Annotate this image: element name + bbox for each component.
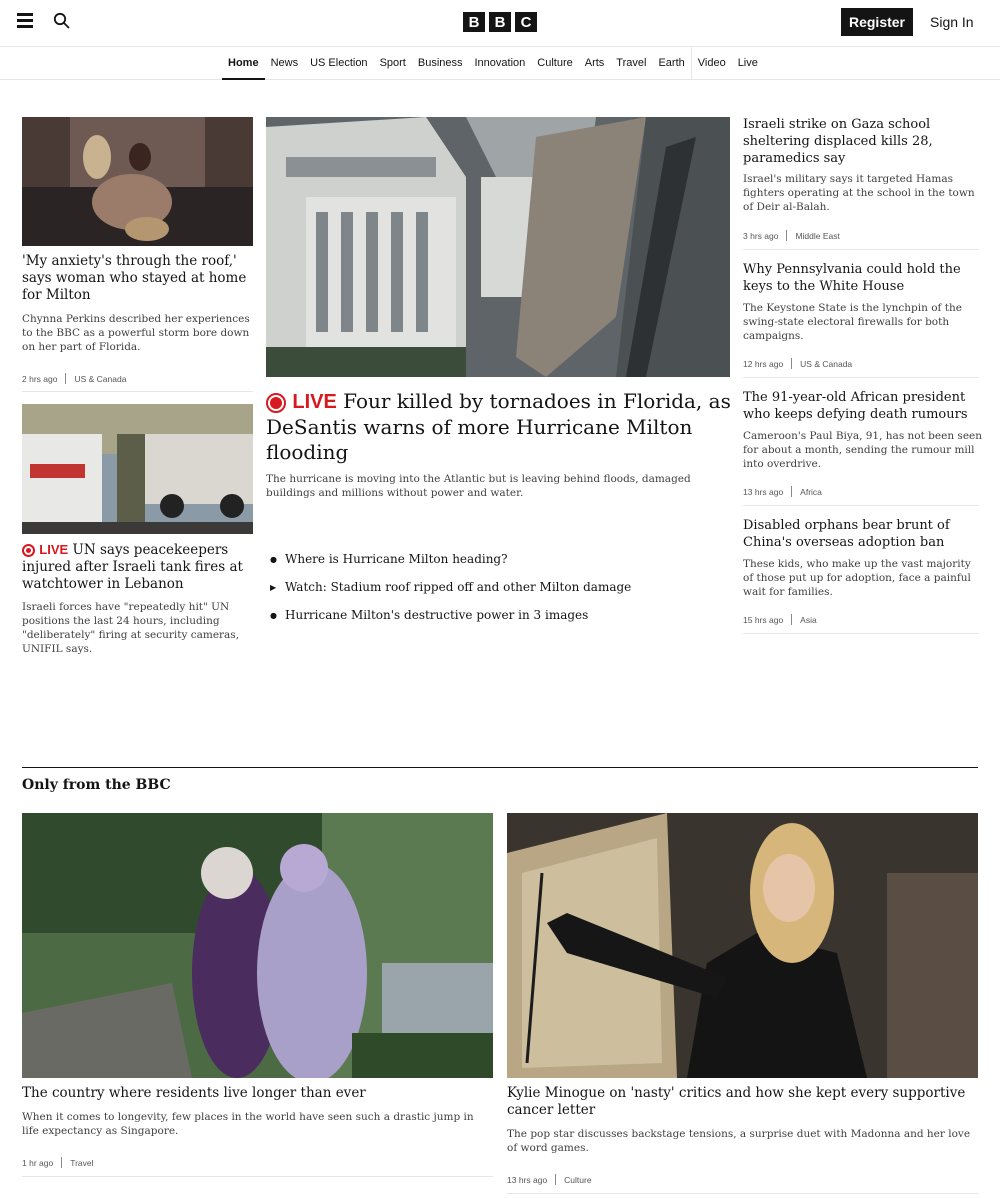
logo-letter: C (515, 12, 537, 32)
divider (22, 391, 253, 392)
divider (743, 633, 978, 634)
meta-divider (555, 1174, 556, 1185)
main-story-headline-text: Four killed by tornadoes in Florida, as DeSantis warns of more Hurricane Milton flooding (266, 389, 731, 464)
menu-icon[interactable] (17, 13, 33, 29)
live-badge: LIVE (292, 391, 337, 413)
meta-divider (61, 1157, 62, 1168)
story-meta (22, 373, 126, 384)
related-link[interactable] (270, 545, 730, 573)
story-meta (743, 486, 822, 497)
related-links (270, 545, 730, 629)
nav-bar (0, 46, 1000, 80)
section-title: Only from the BBC (22, 777, 171, 793)
live-dot-icon (266, 393, 286, 413)
live-dot-icon (22, 544, 35, 557)
divider (743, 249, 978, 250)
related-link[interactable] (270, 573, 730, 601)
related-link[interactable] (270, 601, 730, 629)
nav-item-arts[interactable]: Arts (584, 57, 605, 69)
search-icon[interactable] (53, 12, 71, 30)
story-headline[interactable]: Israeli strike on Gaza school sheltering displaced kills 28, paramedics say (743, 117, 933, 166)
meta-divider (786, 230, 787, 241)
story-headline[interactable]: The country where residents live longer than ever (22, 1085, 366, 1101)
story-time: 2 hrs ago (22, 373, 58, 384)
logo-letter: B (463, 12, 485, 32)
main-story-summary: The hurricane is moving into the Atlantic but is leaving behind floods, damaged buildings and millions without power and water. (266, 473, 691, 499)
story-headline-text: UN says peacekeepers injured after Israeli tank fires at watchtower in Lebanon (22, 542, 243, 592)
nav-item-culture[interactable]: Culture (537, 57, 573, 69)
register-button[interactable]: Register (841, 8, 913, 36)
story-image-un-peacekeepers[interactable] (22, 404, 253, 534)
story-headline[interactable]: 'My anxiety's through the roof,' says woman who stayed at home for Milton (22, 253, 247, 303)
logo-letter: B (489, 12, 511, 32)
play-icon: ▶ (270, 582, 277, 592)
story-section[interactable]: US & Canada (74, 373, 127, 384)
story-headline[interactable] (22, 541, 257, 593)
story-time: 3 hrs ago (743, 230, 779, 241)
story-headline[interactable]: Why Pennsylvania could hold the keys to the White House (743, 262, 961, 294)
story-summary: These kids, who make up the vast majority of those put up for adoption, face a painful wait for families. (743, 558, 971, 598)
story-time: 13 hrs ago (743, 486, 784, 497)
divider (743, 505, 978, 506)
divider (507, 1193, 978, 1194)
story-summary: The pop star discusses backstage tensions, a surprise duet with Madonna and her love of word games. (507, 1128, 971, 1154)
nav-item-travel[interactable]: Travel (616, 57, 647, 69)
story-summary: The Keystone State is the lynchpin of the swing-state electoral firewalls for both campaigns. (743, 302, 962, 342)
nav-item-earth[interactable]: Earth (658, 57, 685, 69)
story-headline[interactable]: Kylie Minogue on 'nasty' critics and how she kept every supportive cancer letter (507, 1085, 966, 1118)
story-section[interactable]: Asia (800, 614, 817, 625)
nav-item-live[interactable]: Live (737, 57, 758, 69)
section-divider (22, 767, 978, 768)
bullet-icon: ● (270, 610, 277, 620)
story-meta (743, 358, 852, 369)
meta-divider (791, 358, 792, 369)
story-image-singapore[interactable] (22, 813, 493, 1078)
related-link-text: Watch: Stadium roof ripped off and other Milton damage (285, 580, 632, 594)
related-link-text: Hurricane Milton's destructive power in 3 images (285, 608, 589, 622)
main-nav (222, 47, 764, 79)
story-meta (22, 1157, 94, 1168)
story-time: 13 hrs ago (507, 1174, 548, 1185)
story-summary: Chynna Perkins described her experiences to the BBC as a powerful storm bore down on her part of Florida. (22, 313, 250, 353)
story-section[interactable]: US & Canada (800, 358, 853, 369)
story-headline[interactable]: The 91-year-old African president who keeps defying death rumours (743, 390, 968, 422)
story-time: 12 hrs ago (743, 358, 784, 369)
bullet-icon: ● (270, 554, 277, 564)
story-time: 1 hr ago (22, 1157, 54, 1168)
nav-item-sport[interactable]: Sport (379, 57, 406, 69)
main-story-image[interactable] (266, 117, 730, 377)
divider (743, 377, 978, 378)
meta-divider (65, 373, 66, 384)
nav-item-home[interactable]: Home (222, 47, 265, 79)
story-meta (743, 614, 817, 625)
story-summary: Israeli forces have "repeatedly hit" UN positions the last 24 hours, including "deliberately" firing at security cameras, UNIFIL says. (22, 601, 240, 655)
bbc-logo[interactable] (463, 12, 537, 32)
story-section[interactable]: Middle East (795, 230, 840, 241)
divider (22, 1176, 493, 1177)
nav-item-news[interactable]: News (270, 57, 299, 69)
meta-divider (791, 486, 792, 497)
main-story-headline[interactable] (266, 389, 736, 465)
story-section[interactable]: Culture (564, 1174, 592, 1185)
story-headline[interactable]: Disabled orphans bear brunt of China's overseas adoption ban (743, 518, 950, 550)
story-section[interactable]: Travel (70, 1157, 94, 1168)
nav-item-us-election[interactable]: US Election (310, 57, 368, 69)
live-badge: LIVE (39, 542, 69, 557)
story-meta (743, 230, 840, 241)
nav-item-innovation[interactable]: Innovation (474, 57, 526, 69)
story-meta (507, 1174, 592, 1185)
nav-item-business[interactable]: Business (417, 57, 463, 69)
related-link-text: Where is Hurricane Milton heading? (285, 552, 508, 566)
story-time: 15 hrs ago (743, 614, 784, 625)
story-image-kylie-minogue[interactable] (507, 813, 978, 1078)
sign-in-link[interactable]: Sign In (930, 14, 974, 30)
story-image-milton-woman[interactable] (22, 117, 253, 246)
top-bar (0, 0, 1000, 46)
nav-item-video[interactable]: Video (697, 57, 726, 69)
story-summary: Cameroon's Paul Biya, 91, has not been seen for about a month, sending the rumour mill into overdrive. (743, 430, 983, 470)
story-summary: When it comes to longevity, few places in the world have seen such a drastic jump in life expectancy as Singapore. (22, 1111, 474, 1137)
story-section[interactable]: Africa (800, 486, 822, 497)
meta-divider (791, 614, 792, 625)
story-summary: Israel's military says it targeted Hamas fighters operating at the school in the town of Deir al-Balah. (743, 173, 975, 213)
